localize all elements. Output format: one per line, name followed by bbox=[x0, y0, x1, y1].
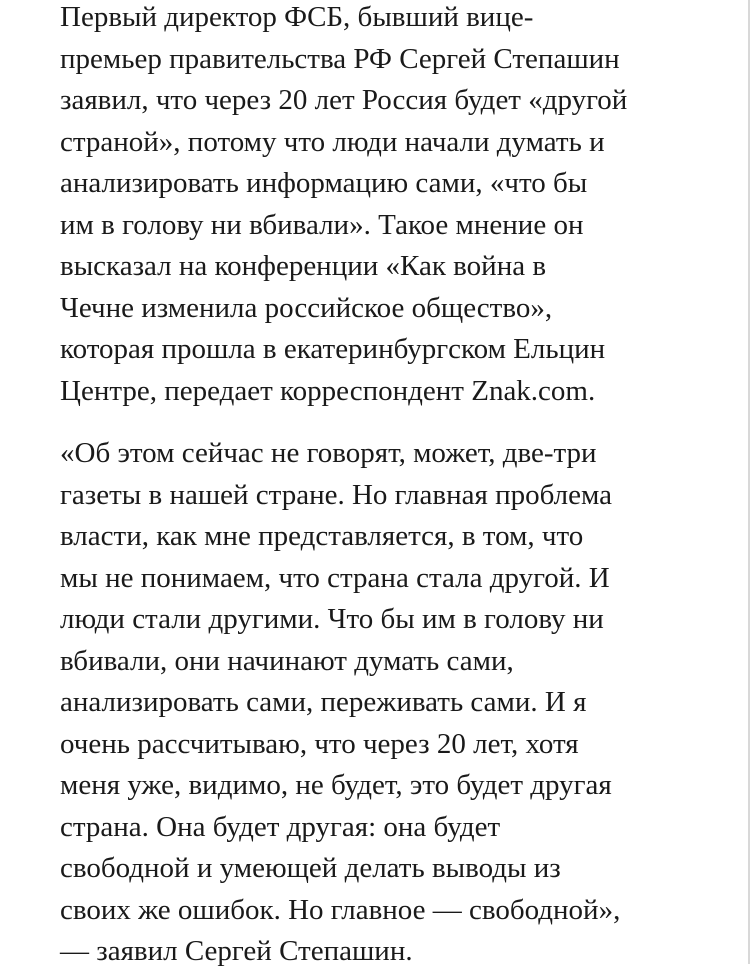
text-line: премьер правительства РФ Сергей Степашин bbox=[60, 42, 620, 75]
text-line: своих же ошибок. Но главное — свободной», bbox=[60, 893, 621, 926]
text-line: люди стали другими. Что бы им в голову ни bbox=[60, 603, 604, 635]
text-line: газеты в нашей стране. Но главная проблема bbox=[60, 478, 613, 511]
text-line: — заявил Сергей Степашин. bbox=[60, 935, 413, 967]
text-line: Первый директор ФСБ, бывший вице- bbox=[60, 1, 534, 33]
text-line: власти, как мне представляется, в том, что bbox=[60, 520, 584, 552]
article-paragraph-1 bbox=[60, 0, 700, 412]
text-line: меня уже, видимо, не будет, это будет другая bbox=[60, 769, 612, 801]
text-line: Центре, передает корреспондент Znak.com. bbox=[60, 374, 596, 407]
text-line: страна. Она будет другая: она будет bbox=[60, 810, 501, 843]
text-line: анализировать информацию сами, «что бы bbox=[60, 167, 588, 199]
text-line: Чечне изменила российское общество», bbox=[60, 291, 553, 324]
text-line: которая прошла в екатеринбургском Ельцин bbox=[60, 333, 606, 365]
text-line: высказал на конференции «Как война в bbox=[60, 250, 547, 282]
text-line: очень рассчитываю, что через 20 лет, хотя bbox=[60, 727, 579, 760]
text-line: анализировать сами, переживать сами. И я bbox=[60, 686, 587, 718]
text-line: заявил, что через 20 лет Россия будет «другой bbox=[60, 84, 628, 116]
article-body bbox=[60, 0, 700, 973]
text-line: им в голову ни вбивали». Такое мнение он bbox=[60, 208, 584, 241]
text-line: «Об этом сейчас не говорят, может, две-три bbox=[60, 437, 597, 469]
text-line: мы не понимаем, что страна стала другой. И bbox=[60, 561, 610, 594]
text-line: свободной и умеющей делать выводы из bbox=[60, 852, 561, 884]
text-line: страной», потому что люди начали думать и bbox=[60, 125, 605, 158]
text-line: вбивали, они начинают думать сами, bbox=[60, 644, 514, 677]
article-paragraph-2 bbox=[60, 433, 700, 973]
